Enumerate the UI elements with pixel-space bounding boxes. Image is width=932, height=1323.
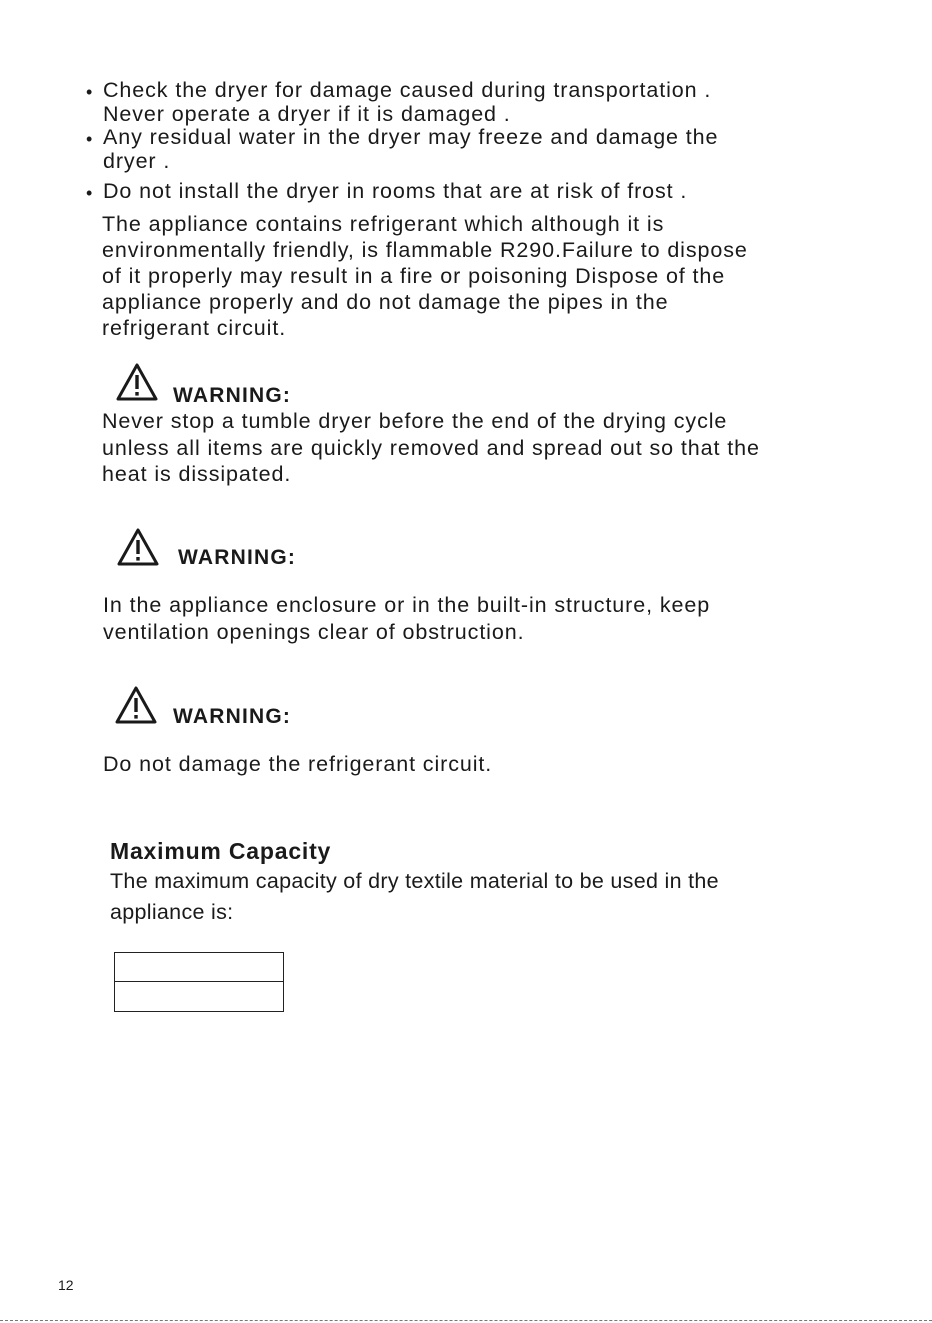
warning-text-line: ventilation openings clear of obstruction.: [103, 620, 525, 644]
warning-text-line: Never stop a tumble dryer before the end of the drying cycle: [102, 409, 728, 433]
capacity-table: [114, 952, 284, 1012]
refrigerant-line: The appliance contains refrigerant which although it is: [102, 212, 665, 236]
bottom-divider: [0, 1320, 932, 1321]
warning-label: WARNING:: [173, 705, 292, 728]
page-number: 12: [58, 1277, 74, 1293]
warning-label: WARNING:: [173, 384, 292, 407]
warning-triangle-icon: [114, 685, 158, 725]
warning-text-line: In the appliance enclosure or in the built-in structure, keep: [103, 593, 711, 617]
bullet-2-line-2: dryer .: [103, 149, 171, 173]
warning-triangle-icon: [115, 362, 159, 402]
capacity-table-row-1: [115, 953, 283, 982]
warning-label: WARNING:: [178, 546, 297, 569]
bullet-1-line-2: Never operate a dryer if it is damaged .: [103, 102, 511, 126]
bullet-dot: •: [86, 129, 93, 149]
refrigerant-line: appliance properly and do not damage the pipes in the: [102, 290, 669, 314]
capacity-text-line: appliance is:: [110, 900, 234, 924]
bullet-2-line-1: Any residual water in the dryer may freeze and damage the: [103, 125, 719, 149]
bullet-1-line-1: Check the dryer for damage caused during transportation .: [103, 78, 712, 102]
capacity-table-row-2: [115, 982, 283, 1011]
bullet-dot: •: [86, 82, 93, 102]
warning-text-line: heat is dissipated.: [102, 462, 292, 486]
bullet-3-line-1: Do not install the dryer in rooms that are at risk of frost .: [103, 179, 688, 203]
warning-text-line: Do not damage the refrigerant circuit.: [103, 752, 493, 776]
bullet-dot: •: [86, 183, 93, 203]
refrigerant-line: refrigerant circuit.: [102, 316, 287, 340]
warning-text-line: unless all items are quickly removed and spread out so that the: [102, 436, 760, 460]
warning-triangle-icon: [116, 527, 160, 567]
capacity-text-line: The maximum capacity of dry textile material to be used in the: [110, 869, 719, 893]
capacity-title: Maximum Capacity: [110, 838, 332, 864]
refrigerant-line: environmentally friendly, is flammable R290.Failure to dispose: [102, 238, 748, 262]
refrigerant-line: of it properly may result in a fire or poisoning Dispose of the: [102, 264, 726, 288]
